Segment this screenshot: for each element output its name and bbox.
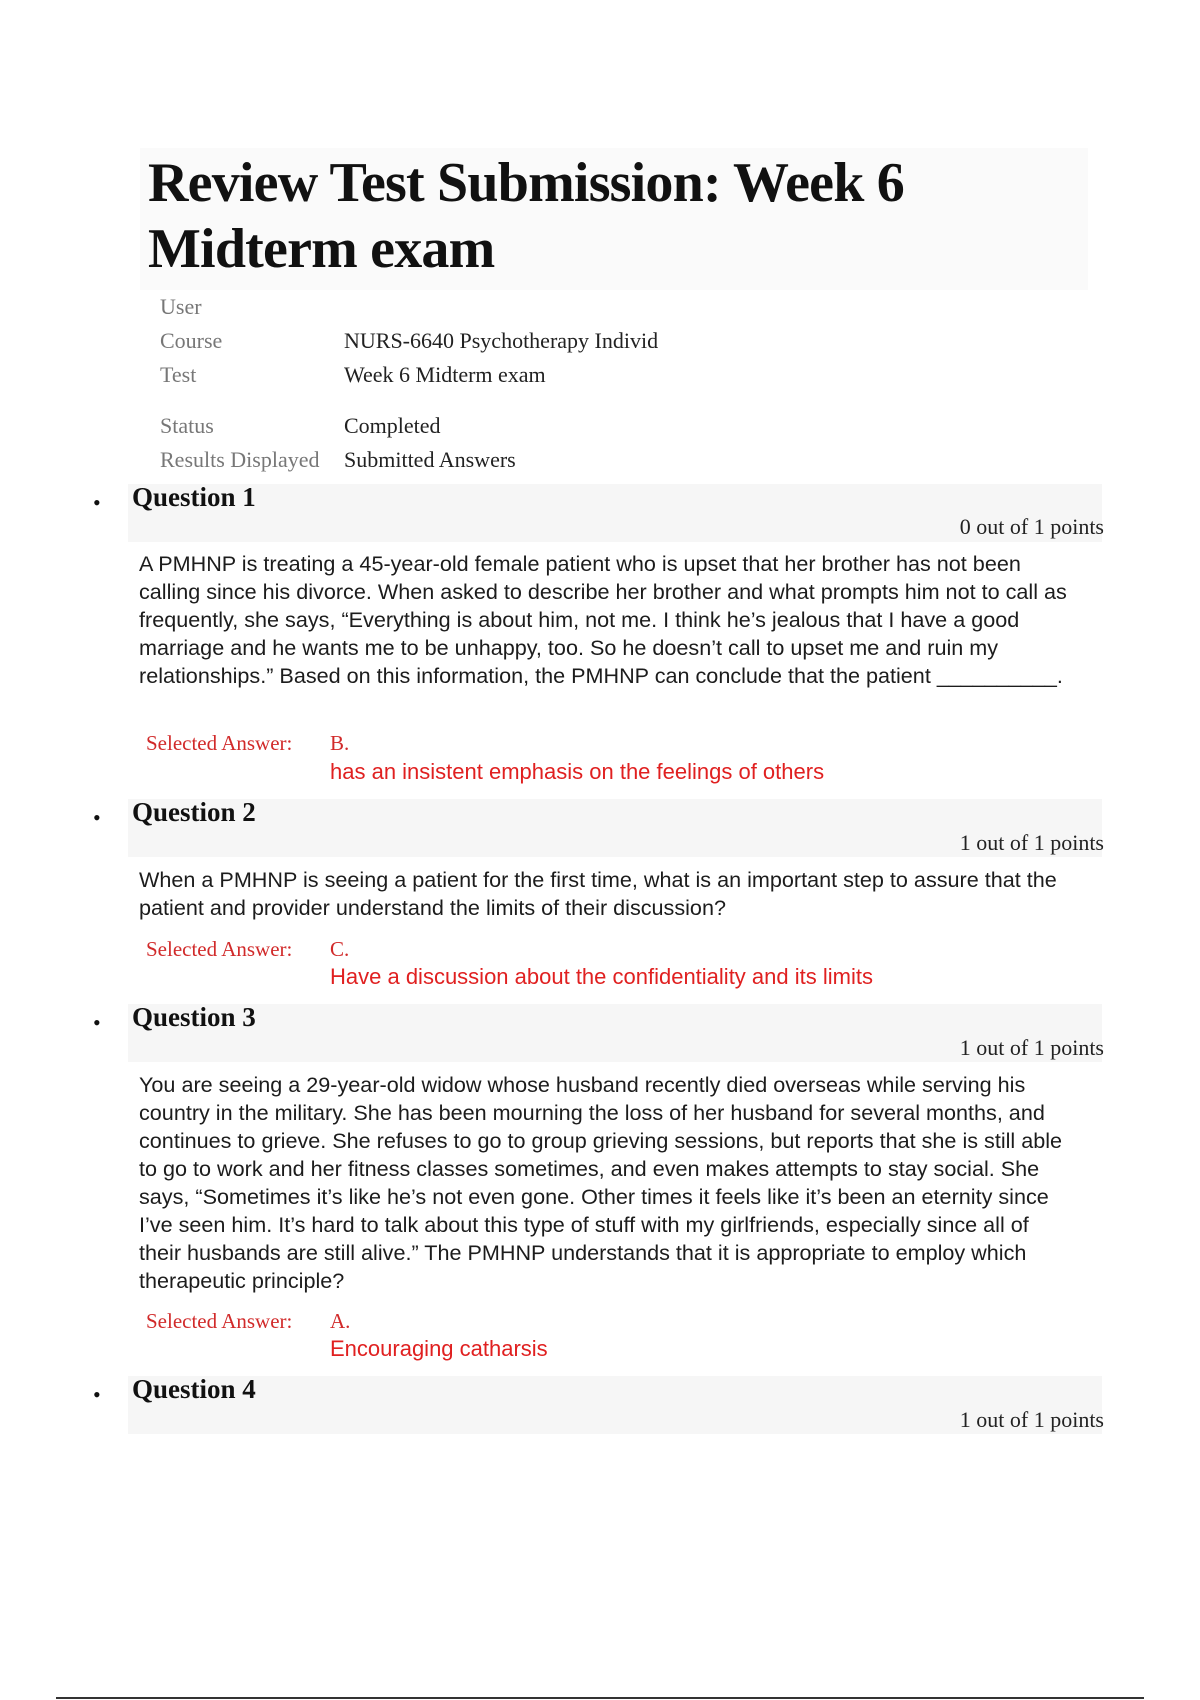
meta-value: Completed bbox=[344, 413, 441, 438]
question-header bbox=[128, 1376, 1102, 1434]
meta-label: Results Displayed bbox=[160, 447, 320, 472]
selected-answer-text: Have a discussion about the confidentiality and its limits bbox=[330, 964, 873, 989]
question-text: You are seeing a 29-year-old widow whose husband recently died overseas while serving his country in the military. She has been mourning the loss of her husband for several months, and continues to grieve. She refuses to go to group grieving sessions, but reports that she is still able to go to work and her fitness classes sometimes, and even makes attempts to stay social. She says, “Sometimes it’s like he’s not even gone. Other times it feels like it’s been an eternity since I’ve seen him. It’s hard to talk about this type of stuff with my girlfriends, especially since all of their husbands are still alive.” The PMHNP understands that it is appropriate to employ which therapeutic principle? bbox=[139, 1072, 1063, 1293]
selected-answer-text: has an insistent emphasis on the feelings of others bbox=[330, 759, 825, 784]
question-title: Question 4 bbox=[132, 1374, 256, 1404]
meta-label: User bbox=[160, 294, 202, 319]
question-points: 1 out of 1 points bbox=[959, 1035, 1104, 1060]
question-points: 1 out of 1 points bbox=[959, 1407, 1104, 1432]
selected-answer-label: Selected Answer: bbox=[146, 731, 293, 755]
meta-label: Status bbox=[160, 413, 214, 438]
question-points: 0 out of 1 points bbox=[959, 514, 1104, 539]
page-title: Review Test Submission: Week 6 Midterm exam bbox=[148, 152, 904, 280]
question-title: Question 2 bbox=[132, 797, 256, 827]
meta-label: Course bbox=[160, 328, 223, 353]
bullet-icon: • bbox=[93, 805, 101, 830]
bullet-icon: • bbox=[93, 1382, 101, 1407]
page-bottom-divider bbox=[56, 1697, 1144, 1699]
question-points: 1 out of 1 points bbox=[959, 830, 1104, 855]
meta-value: NURS-6640 Psychotherapy Individ bbox=[344, 328, 659, 353]
question-text: A PMHNP is treating a 45-year-old female patient who is upset that her brother has not been calling since his divorce. When asked to describe her brother and what prompts him not to call as frequently, she says, “Everything is about him, not me. I think he’s jealous that I have a good marriage and he wants me to be unhappy, too. So he doesn’t call to upset me and ruin my relationships.” Based on this information, the PMHNP can conclude that the patient __________. bbox=[139, 551, 1067, 688]
question-title: Question 1 bbox=[132, 482, 256, 512]
selected-answer-text: Encouraging catharsis bbox=[330, 1336, 548, 1361]
bullet-icon: • bbox=[93, 1010, 101, 1035]
meta-value: Week 6 Midterm exam bbox=[344, 362, 546, 387]
selected-answer-letter: C. bbox=[330, 937, 350, 961]
selected-answer-label: Selected Answer: bbox=[146, 937, 293, 961]
selected-answer-letter: A. bbox=[330, 1309, 351, 1333]
question-header bbox=[128, 799, 1102, 857]
question-text: When a PMHNP is seeing a patient for the first time, what is an important step to assure that the patient and provider understand the limits of their discussion? bbox=[139, 867, 1057, 920]
question-header bbox=[128, 1004, 1102, 1062]
meta-label: Test bbox=[160, 362, 197, 387]
question-title: Question 3 bbox=[132, 1002, 256, 1032]
bullet-icon: • bbox=[93, 490, 101, 515]
selected-answer-letter: B. bbox=[330, 731, 350, 755]
selected-answer-label: Selected Answer: bbox=[146, 1309, 293, 1333]
meta-value: Submitted Answers bbox=[344, 447, 516, 472]
question-header bbox=[128, 484, 1102, 542]
